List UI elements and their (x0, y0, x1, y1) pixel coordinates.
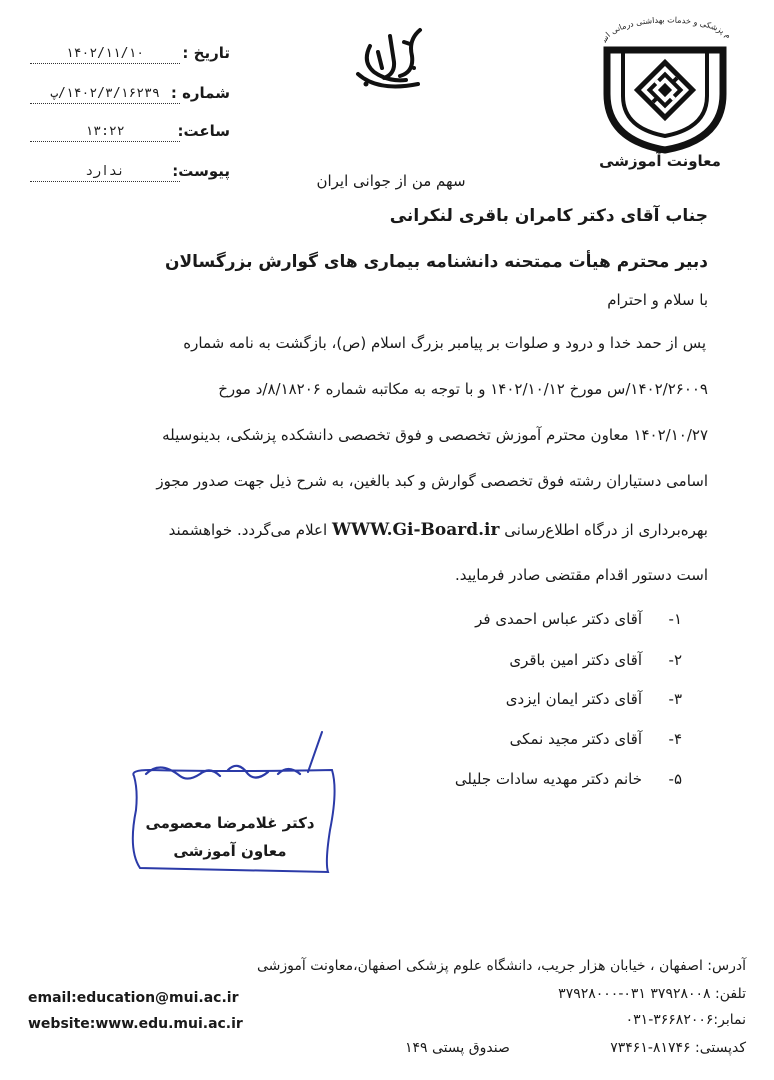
signatory-title: معاون آموزشی (173, 842, 287, 860)
list-item (506, 690, 682, 708)
list-number: ۵- (668, 770, 682, 788)
body-line-6: است دستور اقدام مقتضی صادر فرمایید. (454, 566, 708, 584)
footer-postal-code: کدپستی: ۸۱۷۴۶-۷۳۴۶۱ (610, 1040, 746, 1056)
body-line-4: اسامی دستیاران رشته فوق تخصصی گوارش و کبد بالغین، به شرح ذیل جهت صدور مجوز (156, 472, 708, 490)
recipient-name: جناب آقای دکتر کامران باقری لنکرانی (389, 206, 708, 226)
svg-text:دانشگاه علوم پزشکی و خدمات بهد (585, 8, 733, 45)
time-label: ساعت: (177, 122, 230, 140)
date-label: تاریخ : (182, 44, 230, 62)
number-label: شماره : (170, 84, 230, 102)
body-line-3: ۱۴۰۲/۱۰/۲۷ معاون محترم آموزش تخصصی و فوق تخصصی دانشکده پزشکی، بدینوسیله (162, 426, 708, 444)
list-name: آقای دکتر مجید نمکی (509, 730, 642, 748)
meta-date (30, 44, 230, 66)
footer-phone: تلفن: ۳۷۹۲۸۰۰۸ ۰۳۱-۳۷۹۲۸۰۰۰ (558, 986, 746, 1002)
list-number: ۱- (668, 610, 682, 628)
body-line-2: ۱۴۰۲/۲۶۰۰۹/س مورخ ۱۴۰۲/۱۰/۱۲ و با توجه به مکاتبه شماره ۸/۱۸۲۰۶/د مورخ (218, 380, 708, 398)
footer-address: آدرس: اصفهان ، خیابان هزار جریب، دانشگاه علوم پزشکی اصفهان،معاونت آموزشی (256, 958, 746, 974)
list-number: ۲- (668, 651, 682, 669)
list-item (455, 770, 682, 788)
slogan: سهم من از جوانی ایران (316, 172, 466, 190)
list-number: ۴- (668, 730, 682, 748)
list-name: آقای دکتر عباس احمدی فر (475, 610, 642, 628)
footer-po-box: صندوق پستی ۱۴۹ (405, 1040, 510, 1056)
body-line-5-post: اعلام می‌گردد. خواهشمند (168, 521, 328, 539)
footer-website[interactable]: website:www.edu.mui.ac.ir (28, 1016, 243, 1032)
meta-time (30, 122, 230, 144)
list-number: ۳- (668, 690, 682, 708)
list-name: خانم دکتر مهدیه سادات جلیلی (454, 770, 642, 788)
body-line-1: پس از حمد خدا و درود و صلوات بر پیامبر بزرگ اسلام (ص)، بازگشت به نامه شماره (183, 334, 706, 352)
footer-fax: نمابر:۳۶۶۸۲۰۰۶-۰۳۱ (625, 1012, 746, 1028)
signatory-name: دکتر غلامرضا معصومی (145, 814, 315, 832)
university-logo (585, 8, 735, 160)
list-name: آقای دکتر امین باقری (509, 651, 642, 669)
greeting: با سلام و احترام (607, 291, 708, 309)
list-item (510, 730, 682, 748)
footer-email[interactable]: email:education@mui.ac.ir (28, 990, 239, 1006)
date-value: ۱۴۰۲/۱۱/۱۰ (65, 46, 145, 61)
body-line-5-pre: بهره‌برداری از درگاه اطلاع‌رسانی (504, 521, 708, 539)
body-line-5 (169, 520, 708, 540)
number-value: ۱۴۰۲/۳/۱۶۲۳۹/پ (50, 86, 160, 101)
time-value: ۱۳:۲۲ (85, 124, 125, 139)
list-item (475, 610, 682, 628)
attachment-value: ندارد (85, 164, 125, 179)
meta-number (30, 84, 230, 106)
attachment-label: پیوست: (172, 162, 230, 180)
meta-attachment (30, 162, 230, 184)
website-link[interactable]: WWW.Gi-Board.ir (331, 520, 500, 540)
logo-arc-text: م پزشکی و خدمات بهداشتی درمانی اس (599, 15, 733, 44)
list-name: آقای دکتر ایمان ایزدی (505, 690, 642, 708)
department-name: معاونت آموزشی (599, 152, 721, 170)
list-item (509, 651, 682, 669)
recipient-title: دبیر محترم هیأت ممتحنه دانشنامه بیماری های گوارش بزرگسالان (165, 252, 708, 272)
calligraphy-bismillah (348, 22, 430, 96)
